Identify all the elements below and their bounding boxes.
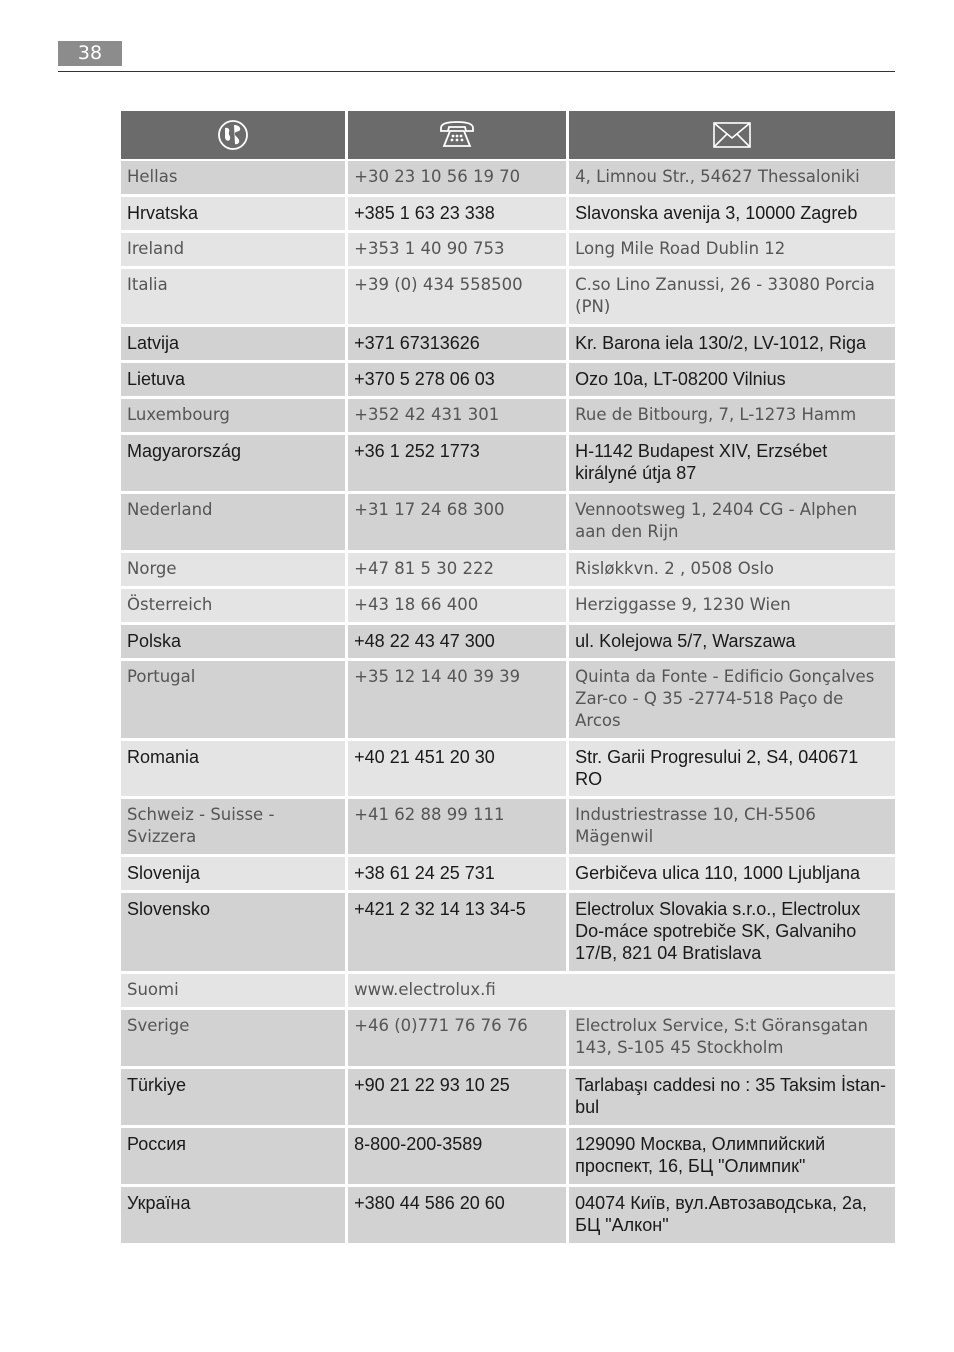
- phone-cell: +353 1 40 90 753: [348, 233, 569, 269]
- table-row: [121, 363, 895, 399]
- header-phone: [348, 111, 569, 161]
- table-row: [121, 197, 895, 233]
- table-row: [121, 741, 895, 799]
- phone-cell: +40 21 451 20 30: [348, 741, 569, 799]
- contact-table: [121, 111, 895, 1246]
- phone-cell: +421 2 32 14 13 34-5: [348, 893, 569, 974]
- table-header-row: [121, 111, 895, 161]
- phone-cell: +352 42 431 301: [348, 399, 569, 435]
- address-cell: Rue de Bitbourg, 7, L-1273 Hamm: [569, 399, 895, 435]
- header-rule: [58, 71, 895, 72]
- envelope-icon: [712, 120, 752, 150]
- address-cell: 129090 Москва, Олимпийский проспект, 16, БЦ "Олимпик": [569, 1128, 895, 1187]
- country-cell: Luxembourg: [121, 399, 348, 435]
- table-row: [121, 494, 895, 553]
- phone-cell: +39 (0) 434 558500: [348, 269, 569, 327]
- phone-cell: 8-800-200-3589: [348, 1128, 569, 1187]
- address-cell: ul. Kolejowa 5/7, Warszawa: [569, 625, 895, 661]
- country-cell: Italia: [121, 269, 348, 327]
- address-cell: H-1142 Budapest XIV, Erzsébet királyné útja 87: [569, 435, 895, 494]
- table-row: [121, 269, 895, 327]
- country-cell: Suomi: [121, 974, 348, 1010]
- country-cell: Lietuva: [121, 363, 348, 399]
- phone-cell: +30 23 10 56 19 70: [348, 161, 569, 197]
- country-cell: Ireland: [121, 233, 348, 269]
- phone-cell: +370 5 278 06 03: [348, 363, 569, 399]
- table-row: [121, 857, 895, 893]
- table-row: [121, 161, 895, 197]
- country-cell: Norge: [121, 553, 348, 589]
- phone-cell: +31 17 24 68 300: [348, 494, 569, 553]
- table-row: [121, 553, 895, 589]
- phone-cell: +41 62 88 99 111: [348, 799, 569, 857]
- table-row: [121, 435, 895, 494]
- address-cell: 4, Limnou Str., 54627 Thessaloniki: [569, 161, 895, 197]
- phone-cell: +38 61 24 25 731: [348, 857, 569, 893]
- country-cell: Slovenija: [121, 857, 348, 893]
- address-cell: Electrolux Service, S:t Göransgatan 143, S-105 45 Stockholm: [569, 1010, 895, 1069]
- address-cell: Industriestrasse 10, CH-5506 Mägenwil: [569, 799, 895, 857]
- phone-cell: +36 1 252 1773: [348, 435, 569, 494]
- globe-icon: [216, 118, 250, 152]
- phone-cell: +385 1 63 23 338: [348, 197, 569, 233]
- telephone-icon: [437, 119, 477, 151]
- table-row: [121, 893, 895, 974]
- country-cell: Hrvatska: [121, 197, 348, 233]
- table-row: [121, 661, 895, 741]
- address-cell: Str. Garii Progresului 2, S4, 040671 RO: [569, 741, 895, 799]
- address-cell: Quinta da Fonte - Edificio Gonçalves Zar-co - Q 35 -2774-518 Paço de Arcos: [569, 661, 895, 741]
- table-row: [121, 233, 895, 269]
- phone-cell[interactable]: www.electrolux.fi: [348, 974, 895, 1010]
- table-row: [121, 399, 895, 435]
- address-cell: 04074 Київ, вул.Автозаводська, 2а, БЦ "Алкон": [569, 1187, 895, 1246]
- address-cell: Gerbičeva ulica 110, 1000 Ljubljana: [569, 857, 895, 893]
- table-row: [121, 799, 895, 857]
- header-country: [121, 111, 348, 161]
- table-row: [121, 589, 895, 625]
- table-row: [121, 1128, 895, 1187]
- address-cell: Herziggasse 9, 1230 Wien: [569, 589, 895, 625]
- country-cell: Hellas: [121, 161, 348, 197]
- country-cell: Latvija: [121, 327, 348, 363]
- phone-cell: +47 81 5 30 222: [348, 553, 569, 589]
- phone-cell: +90 21 22 93 10 25: [348, 1069, 569, 1128]
- address-cell: Vennootsweg 1, 2404 CG - Alphen aan den Rijn: [569, 494, 895, 553]
- country-cell: Portugal: [121, 661, 348, 741]
- address-cell: Kr. Barona iela 130/2, LV-1012, Riga: [569, 327, 895, 363]
- country-cell: Nederland: [121, 494, 348, 553]
- phone-cell: +371 67313626: [348, 327, 569, 363]
- address-cell: Slavonska avenija 3, 10000 Zagreb: [569, 197, 895, 233]
- phone-cell: +43 18 66 400: [348, 589, 569, 625]
- table-row: [121, 1069, 895, 1128]
- page-number: 38: [58, 41, 122, 66]
- address-cell: C.so Lino Zanussi, 26 - 33080 Porcia (PN): [569, 269, 895, 327]
- country-cell: Schweiz - Suisse - Svizzera: [121, 799, 348, 857]
- phone-cell: +48 22 43 47 300: [348, 625, 569, 661]
- address-cell: Long Mile Road Dublin 12: [569, 233, 895, 269]
- phone-cell: +35 12 14 40 39 39: [348, 661, 569, 741]
- table-row: [121, 327, 895, 363]
- country-cell: Magyarország: [121, 435, 348, 494]
- country-cell: Slovensko: [121, 893, 348, 974]
- address-cell: Ozo 10a, LT-08200 Vilnius: [569, 363, 895, 399]
- table-row: [121, 974, 895, 1010]
- phone-cell: +380 44 586 20 60: [348, 1187, 569, 1246]
- country-cell: Россия: [121, 1128, 348, 1187]
- table-row: [121, 625, 895, 661]
- country-cell: Sverige: [121, 1010, 348, 1069]
- country-cell: Polska: [121, 625, 348, 661]
- address-cell: Electrolux Slovakia s.r.o., Electrolux Do-mácе spotrebiče SK, Galvaniho 17/B, 821 04 Bratislava: [569, 893, 895, 974]
- country-cell: Österreich: [121, 589, 348, 625]
- table-row: [121, 1187, 895, 1246]
- country-cell: Україна: [121, 1187, 348, 1246]
- header-address: [569, 111, 895, 161]
- phone-cell: +46 (0)771 76 76 76: [348, 1010, 569, 1069]
- country-cell: Romania: [121, 741, 348, 799]
- country-cell: Türkiye: [121, 1069, 348, 1128]
- address-cell: Tarlabaşı caddesi no : 35 Taksim İstan-bul: [569, 1069, 895, 1128]
- address-cell: Risløkkvn. 2 , 0508 Oslo: [569, 553, 895, 589]
- table-row: [121, 1010, 895, 1069]
